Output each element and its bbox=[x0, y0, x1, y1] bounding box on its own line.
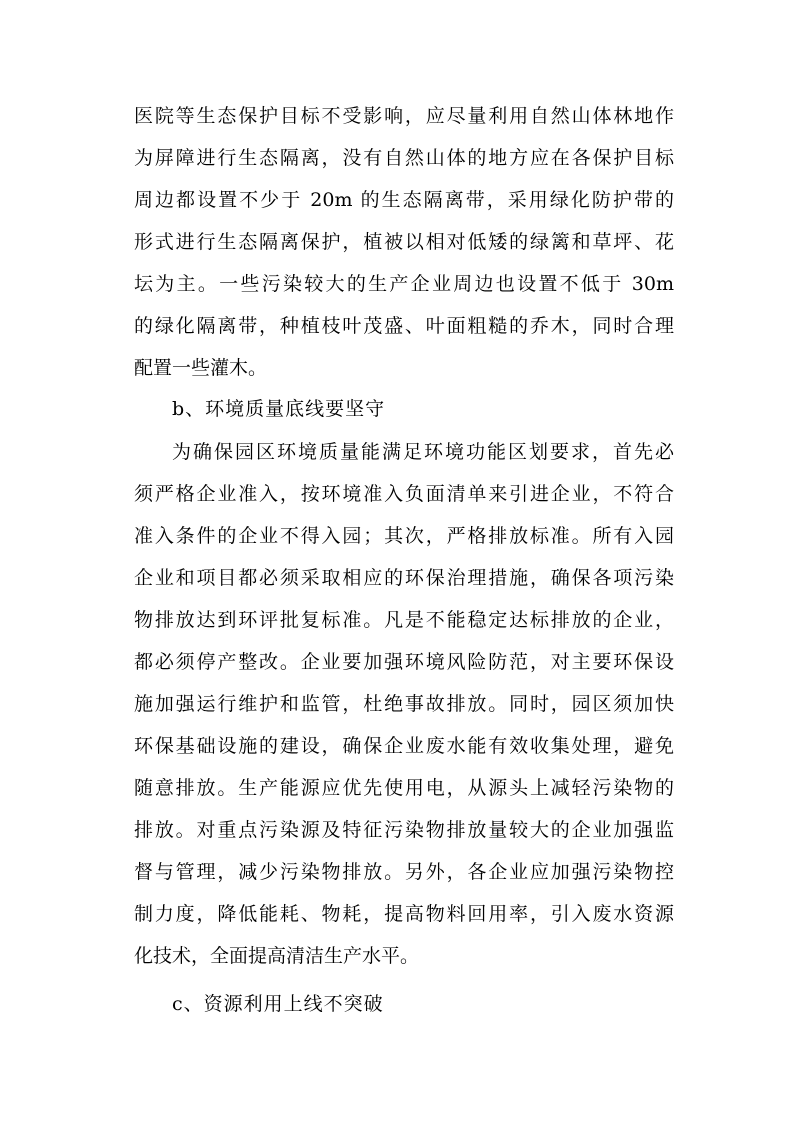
paragraph-line: 化技术，全面提高清洁生产水平。 bbox=[134, 945, 420, 967]
paragraph-line: 准入条件的企业不得入园；其次，严格排放标准。所有入园 bbox=[134, 525, 674, 547]
paragraph-line: 为屏障进行生态隔离，没有自然山体的地方应在各保护目标 bbox=[134, 147, 674, 169]
paragraph-line: 的绿化隔离带，种植枝叶茂盛、叶面粗糙的乔木，同时合理 bbox=[134, 315, 674, 337]
paragraph-line: 周边都设置不少于 20m 的生态隔离带，采用绿化防护带的 bbox=[134, 189, 674, 211]
paragraph-line: 为确保园区环境质量能满足环境功能区划要求，首先必 bbox=[172, 441, 674, 463]
paragraph-line: 坛为主。一些污染较大的生产企业周边也设置不低于 30m bbox=[134, 273, 674, 295]
paragraph-line: 督与管理，减少污染物排放。另外，各企业应加强污染物控 bbox=[134, 861, 674, 883]
paragraph-line: 配置一些灌木。 bbox=[134, 357, 268, 379]
paragraph-line: 施加强运行维护和监管，杜绝事故排放。同时，园区须加快 bbox=[134, 693, 674, 715]
paragraph-line: 排放。对重点污染源及特征污染物排放量较大的企业加强监 bbox=[134, 819, 674, 841]
paragraph-line: 须严格企业准入，按环境准入负面清单来引进企业，不符合 bbox=[134, 483, 674, 505]
paragraph-line: 形式进行生态隔离保护，植被以相对低矮的绿篱和草坪、花 bbox=[134, 231, 674, 253]
section-heading-c: c、资源利用上线不突破 bbox=[172, 993, 384, 1015]
paragraph-line: 制力度，降低能耗、物耗，提高物料回用率，引入废水资源 bbox=[134, 903, 674, 925]
paragraph-line: 物排放达到环评批复标准。凡是不能稳定达标排放的企业， bbox=[134, 609, 674, 631]
paragraph-line: 随意排放。生产能源应优先使用电，从源头上减轻污染物的 bbox=[134, 777, 674, 799]
section-heading-b: b、环境质量底线要坚守 bbox=[172, 398, 386, 420]
paragraph-line: 都必须停产整改。企业要加强环境风险防范，对主要环保设 bbox=[134, 651, 674, 673]
paragraph-line: 环保基础设施的建设，确保企业废水能有效收集处理，避免 bbox=[134, 735, 674, 757]
paragraph-line: 企业和项目都必须采取相应的环保治理措施，确保各项污染 bbox=[134, 567, 674, 589]
paragraph-line: 医院等生态保护目标不受影响，应尽量利用自然山体林地作 bbox=[134, 105, 674, 127]
